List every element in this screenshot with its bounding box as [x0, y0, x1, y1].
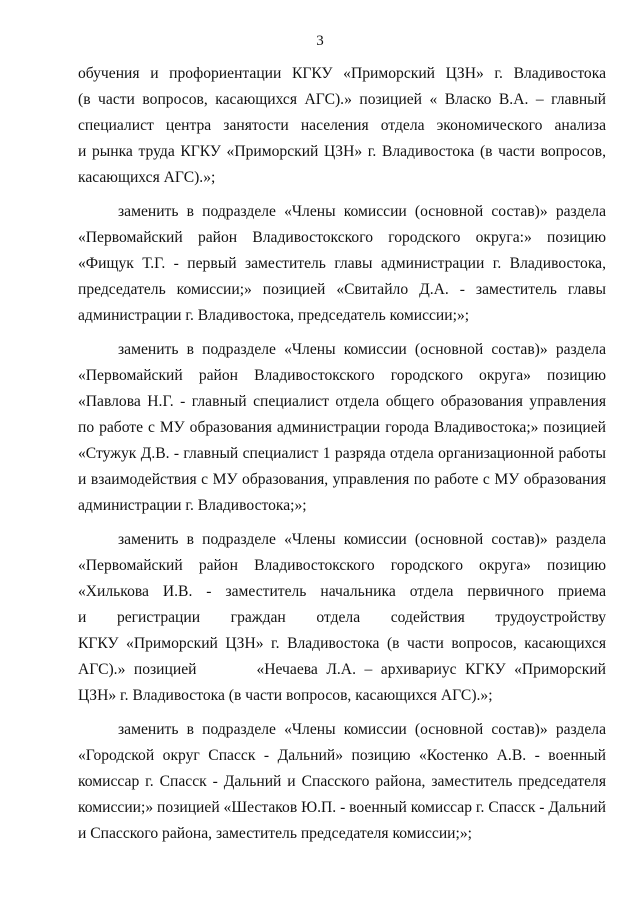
text-line: и Спасского района, заместитель председателя комиссии;»; [78, 825, 472, 842]
text-line: «Первомайский район Владивостокского городского округа» позицию [78, 367, 606, 384]
text-line: администрации г. Владивостока, председатель комиссии;»; [78, 307, 470, 324]
text-line: по работе с МУ образования администрации города Владивостока;» позицией [78, 419, 606, 436]
text-line: заменить в подразделе «Члены комиссии (основной состав)» раздела [118, 341, 606, 358]
text-line: КГКУ «Приморский ЦЗН» г. Владивостока (в части вопросов, касающихся [78, 635, 606, 652]
text-line: заменить в подразделе «Члены комиссии (основной состав)» раздела [118, 531, 606, 548]
text-line: (в части вопросов, касающихся АГС).» позицией « Власко В.А. – главный [78, 91, 606, 108]
text-line: и взаимодействия с МУ образования, управления по работе с МУ образования [78, 471, 606, 488]
text-line: «Первомайский район Владивостокского городского округа:» позицию [78, 229, 606, 246]
text-line: «Стужук Д.В. - главный специалист 1 разряда отдела организационной работы [78, 445, 606, 462]
text-line: председатель комиссии;» позицией «Свитайло Д.А. - заместитель главы [78, 281, 606, 298]
text-line: заменить в подразделе «Члены комиссии (основной состав)» раздела [118, 203, 606, 220]
paragraph [78, 337, 606, 519]
text-fragment: АГС).» позицией [78, 661, 197, 678]
text-line: «Павлова Н.Г. - главный специалист отдела общего образования управления [78, 393, 606, 410]
text-line: комиссии;» позицией «Шестаков Ю.П. - военный комиссар г. Спасск - Дальний [78, 799, 607, 816]
text-line: ЦЗН» г. Владивостока (в части вопросов, касающихся АГС).»; [78, 687, 493, 704]
text-line: «Хилькова И.В. - заместитель начальника отдела первичного приема [78, 583, 606, 600]
paragraph [78, 61, 606, 191]
text-line: администрации г. Владивостока;»; [78, 497, 307, 514]
text-line: обучения и профориентации КГКУ «Приморский ЦЗН» г. Владивостока [78, 65, 606, 82]
text-line: «Фищук Т.Г. - первый заместитель главы администрации г. Владивостока, [78, 255, 606, 272]
text-line: и регистрации граждан отдела содействия трудоустройству [78, 609, 606, 626]
text-line: специалист центра занятости населения отдела экономического анализа [78, 117, 606, 134]
text-line: и рынка труда КГКУ «Приморский ЦЗН» г. Владивостока (в части вопросов, [78, 143, 606, 160]
paragraph [78, 199, 606, 329]
text-line: «Первомайский район Владивостокского городского округа» позицию [78, 557, 606, 574]
text-fragment: «Нечаева Л.А. – архивариус КГКУ «Приморский [256, 661, 606, 678]
text-line: заменить в подразделе «Члены комиссии (основной состав)» раздела [118, 721, 606, 738]
text-line: касающихся АГС).»; [78, 169, 216, 186]
paragraph [78, 527, 606, 709]
text-line: «Городской округ Спасск - Дальний» позицию «Костенко А.В. - военный [78, 747, 606, 764]
document-body [78, 61, 606, 855]
page-number: 3 [316, 33, 324, 49]
text-line [78, 657, 606, 683]
text-line: комиссар г. Спасск - Дальний и Спасского района, заместитель председателя [78, 773, 606, 790]
paragraph [78, 717, 606, 847]
